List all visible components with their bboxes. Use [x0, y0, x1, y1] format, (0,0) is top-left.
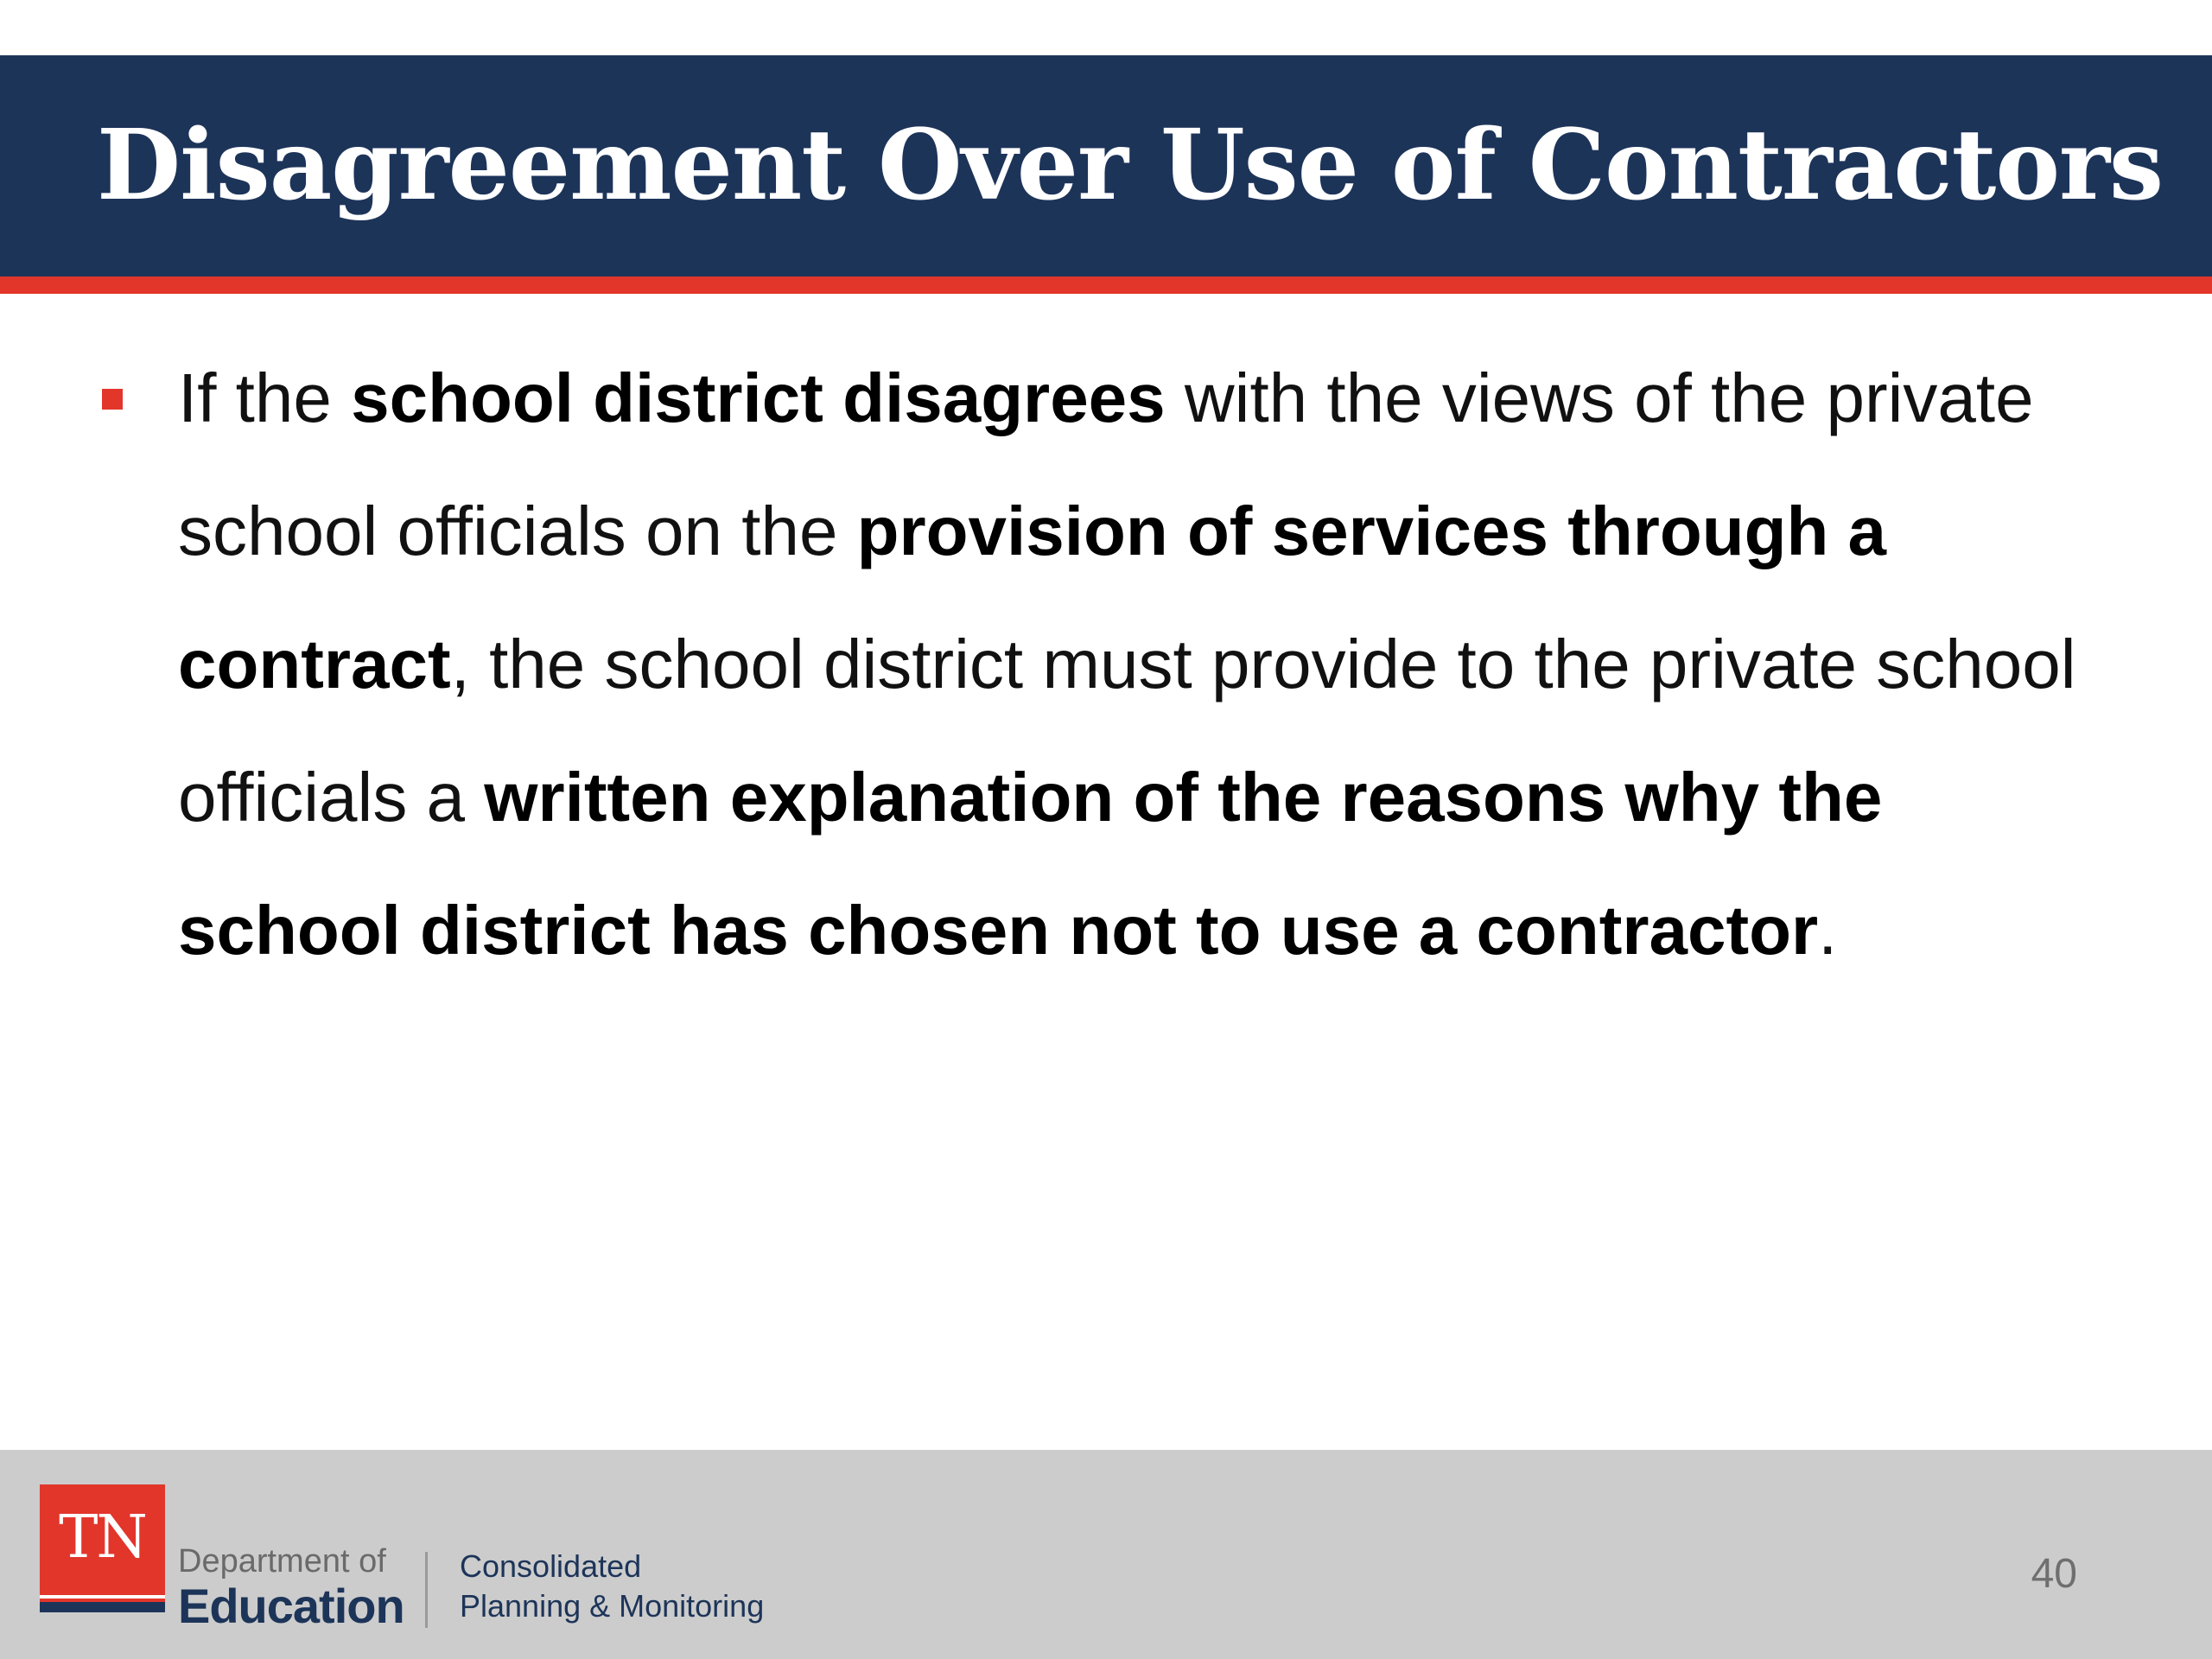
footer-divider	[425, 1552, 428, 1628]
tn-logo-stripe	[40, 1602, 165, 1612]
program-name-line1: Consolidated	[460, 1548, 642, 1584]
bullet-bold-part: school district disagrees	[351, 359, 1166, 436]
page-number: 40	[2031, 1551, 2077, 1597]
bullet-text	[178, 332, 2122, 997]
bullet-text-part: , the school district must provide to the private school officials a	[178, 626, 2076, 836]
slide-title: Disagreement Over Use of Contractors	[97, 109, 2164, 222]
title-bar	[0, 55, 2212, 276]
tn-logo	[40, 1484, 165, 1612]
bullet-bold-part: written explanation of the reasons why the school district has chosen not to use a contractor	[178, 759, 1883, 969]
tn-logo-text: TN	[59, 1503, 146, 1572]
bullet-text-part: .	[1818, 892, 1838, 969]
bullet-text-part: If the	[178, 359, 352, 436]
accent-rule	[0, 276, 2212, 294]
program-name-line2: Planning & Monitoring	[460, 1588, 765, 1624]
department-label: Department of	[178, 1543, 386, 1580]
footer	[0, 1450, 2212, 1659]
bullet-text-part: with the views of the private school officials on the	[178, 359, 2034, 569]
bullet-square-icon	[102, 389, 123, 410]
bullet-bold-part: provision of services through a contract	[178, 493, 1887, 702]
tn-logo-line	[40, 1595, 165, 1599]
department-name: Education	[178, 1579, 404, 1633]
